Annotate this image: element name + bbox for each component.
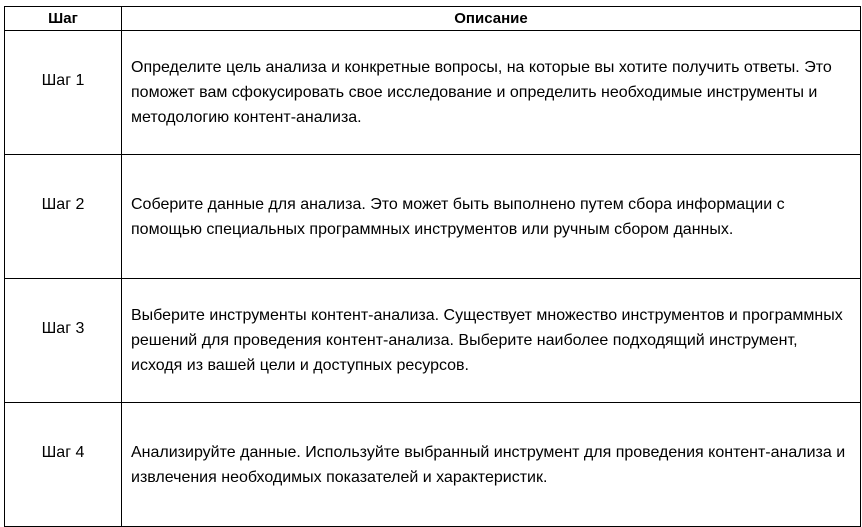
step-label: Шаг 1 (41, 71, 85, 89)
step-cell (5, 31, 122, 155)
table-row (5, 403, 861, 527)
step-cell (5, 155, 122, 279)
description-cell: Выберите инструменты контент-анализа. Существует множество инструментов и программных решений для проведения контент-анализа. Выберите наиболее подходящий инструмент, исходя из вашей цели и доступных ресурсов. (122, 279, 861, 403)
description-cell: Определите цель анализа и конкретные вопросы, на которые вы хотите получить ответы. Это поможет вам сфокусировать свое исследование и определить необходимые инструменты и методологию контент-анализа. (122, 31, 861, 155)
description-cell: Соберите данные для анализа. Это может быть выполнено путем сбора информации с помощью специальных программных инструментов или ручным сбором данных. (122, 155, 861, 279)
step-label: Шаг 4 (41, 443, 85, 461)
table-row (5, 31, 861, 155)
step-cell (5, 279, 122, 403)
step-cell (5, 403, 122, 527)
header-description: Описание (122, 7, 861, 31)
step-label: Шаг 3 (41, 319, 85, 337)
description-cell: Анализируйте данные. Используйте выбранный инструмент для проведения контент-анализа и извлечения необходимых показателей и характеристик. (122, 403, 861, 527)
table-row (5, 279, 861, 403)
steps-table (4, 6, 861, 527)
header-row (5, 7, 861, 31)
header-step: Шаг (5, 7, 122, 31)
step-label: Шаг 2 (41, 195, 85, 213)
table-row (5, 155, 861, 279)
